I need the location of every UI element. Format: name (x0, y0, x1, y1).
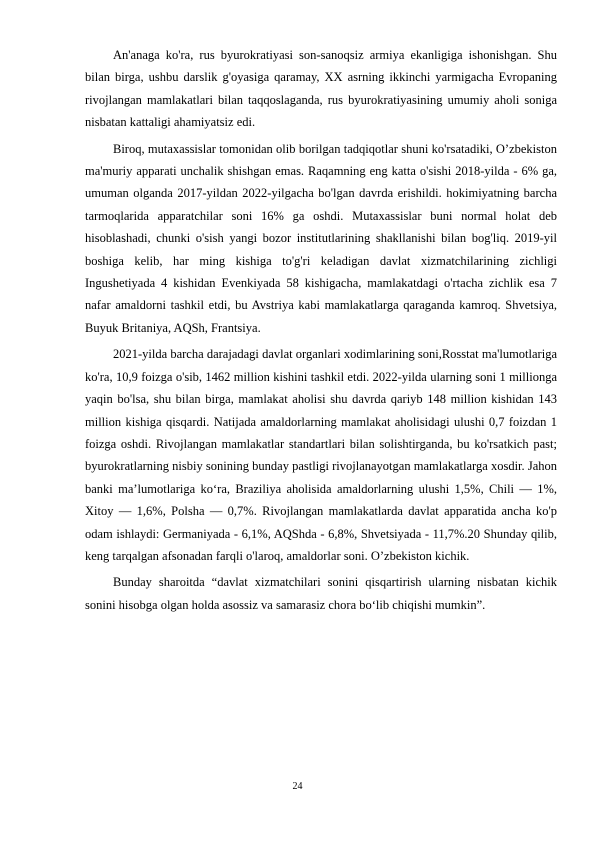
document-body (85, 44, 557, 620)
paragraph-3: 2021-yilda barcha darajadagi davlat organlari xodimlarining soni,Rosstat ma'lumotlariga ko'ra, 10,9 foizga o'sib, 1462 million kishini tashkil etdi. 2022-yilda ularning soni 1 millionga yaqin bo'lsa, shu bilan birga, mamlakat aholisi shu davrda qariyb 148 million kishidan 143 million kishiga qisqardi. Natijada amaldorlarning mamlakat aholisidagi ulushi 0,7 foizdan 1 foizga oshdi. Rivojlangan mamlakatlar standartlari bilan solishtirganda, bu ko'rsatkich past; byurokratlarning nisbiy sonining bunday pastligi rivojlanayotgan mamlakatlarga xosdir. Jahon banki maʼlumotlariga koʻra, Braziliya aholisida amaldorlarning ulushi 1,5%, Chili — 1%, Xitoy — 1,6%, Polsha — 0,7%. Rivojlangan mamlakatlarda davlat apparatida ancha ko'p odam ishlaydi: Germaniyada - 6,1%, AQShda - 6,8%, Shvetsiyada - 11,7%.20 Shunday qilib, keng tarqalgan afsonadan farqli o'laroq, amaldorlar soni. O’zbekiston kichik. (85, 347, 557, 563)
page-number: 24 (292, 781, 303, 792)
paragraph-2: Biroq, mutaxassislar tomonidan olib borilgan tadqiqotlar shuni ko'rsatadiki, O’zbekiston ma'muriy apparati unchalik shishgan emas. Raqamning eng katta o'sishi 2018-yilda - 6% ga, umuman olganda 2017-yildan 2022-yilgacha bo'lgan davrda erishildi. hokimiyatning barcha tarmoqlarida apparatchilar soni 16% ga oshdi. Mutaxassislar buni normal holat deb hisoblashadi, chunki o'sish yangi bozor institutlarining shakllanishi bilan bog'liq. 2019-yil boshiga kelib, har ming kishiga to'g'ri keladigan davlat xizmatchilarining zichligi Ingushetiyada 4 kishidan Evenkiyada 58 kishigacha, mamlakatdagi o'rtacha zichlik esa 7 nafar amaldorni tashkil etdi, bu Avstriya kabi mamlakatlarga qaraganda kamroq. Shvetsiya, Buyuk Britaniya, AQSh, Frantsiya. (85, 141, 557, 335)
paragraph-1: An'anaga ko'ra, rus byurokratiyasi son-sanoqsiz armiya ekanligiga ishonishgan. Shu bilan birga, ushbu darslik g'oyasiga qaramay, XX asrning ikkinchi yarmigacha Evropaning rivojlangan mamlakatlari bilan taqqoslaganda, rus byurokratiyasining umumiy aholi soniga nisbatan kattaligi ahamiyatsiz edi. (85, 48, 557, 130)
paragraph-4: Bunday sharoitda “davlat xizmatchilari sonini qisqartirish ularning nisbatan kichik sonini hisobga olgan holda asossiz va samarasiz chora bo‘lib chiqishi mumkin”. (85, 575, 557, 612)
